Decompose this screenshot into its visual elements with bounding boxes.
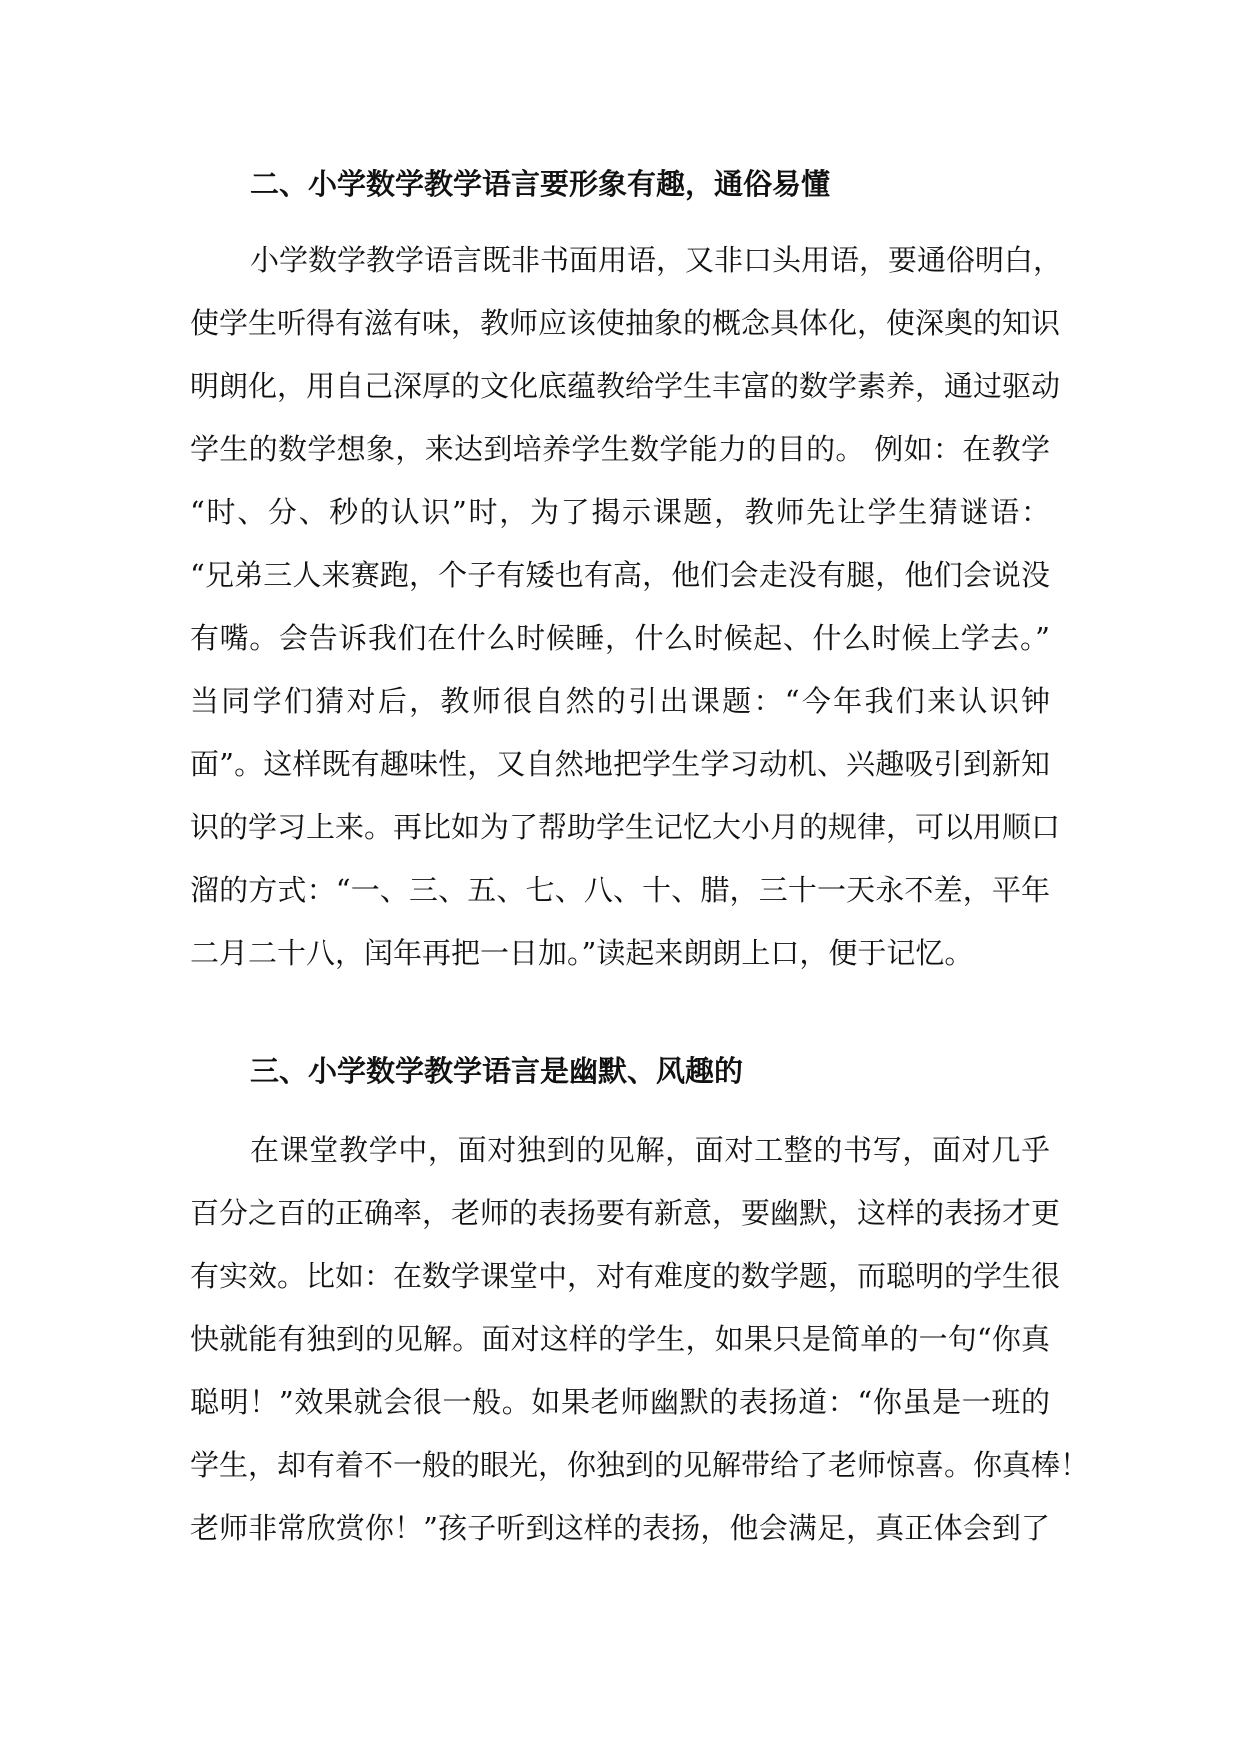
paragraph-line: 使学生听得有滋有味，教师应该使抽象的概念具体化，使深奥的知识: [190, 306, 1061, 340]
section-heading-2: 二、小学数学教学语言要形象有趣，通俗易懂: [250, 167, 831, 201]
paragraph-line: 百分之百的正确率，老师的表扬要有新意，要幽默，这样的表扬才更: [190, 1196, 1061, 1230]
paragraph-line: 学生，却有着不一般的眼光，你独到的见解带给了老师惊喜。你真棒！: [190, 1448, 1090, 1482]
paragraph-line: 有嘴。会告诉我们在什么时候睡，什么时候起、什么时候上学去。”: [190, 621, 1050, 655]
paragraph-line: 在课堂教学中，面对独到的见解，面对工整的书写，面对几乎: [250, 1133, 1050, 1167]
paragraph-line: “时、分、秒的认识”时，为了揭示课题，教师先让学生猜谜语：: [190, 495, 1050, 529]
paragraph-line: 老师非常欣赏你！”孩子听到这样的表扬，他会满足，真正体会到了: [190, 1511, 1050, 1545]
section-heading-3: 三、小学数学教学语言是幽默、风趣的: [250, 1054, 744, 1088]
paragraph-line: 二月二十八，闰年再把一日加。”读起来朗朗上口，便于记忆。: [190, 936, 974, 970]
paragraph-line: 快就能有独到的见解。面对这样的学生，如果只是简单的一句“你真: [190, 1322, 1050, 1356]
paragraph-line: 小学数学教学语言既非书面用语，又非口头用语，要通俗明白，: [250, 243, 1063, 277]
paragraph-line: 聪明！”效果就会很一般。如果老师幽默的表扬道：“你虽是一班的: [190, 1385, 1050, 1419]
paragraph-line: 面”。这样既有趣味性，又自然地把学生学习动机、兴趣吸引到新知: [190, 747, 1050, 781]
paragraph-line: “兄弟三人来赛跑，个子有矮也有高，他们会走没有腿，他们会说没: [190, 558, 1050, 592]
paragraph-line: 溜的方式：“一、三、五、七、八、十、腊，三十一天永不差，平年: [190, 873, 1050, 907]
paragraph-line: 识的学习上来。再比如为了帮助学生记忆大小月的规律，可以用顺口: [190, 810, 1061, 844]
paragraph-line: 有实效。比如：在数学课堂中，对有难度的数学题，而聪明的学生很: [190, 1259, 1061, 1293]
paragraph-line: 学生的数学想象，来达到培养学生数学能力的目的。 例如：在教学: [190, 432, 1050, 466]
paragraph-line: 明朗化，用自己深厚的文化底蕴教给学生丰富的数学素养，通过驱动: [190, 369, 1061, 403]
paragraph-line: 当同学们猜对后，教师很自然的引出课题：“今年我们来认识钟: [190, 684, 1050, 718]
